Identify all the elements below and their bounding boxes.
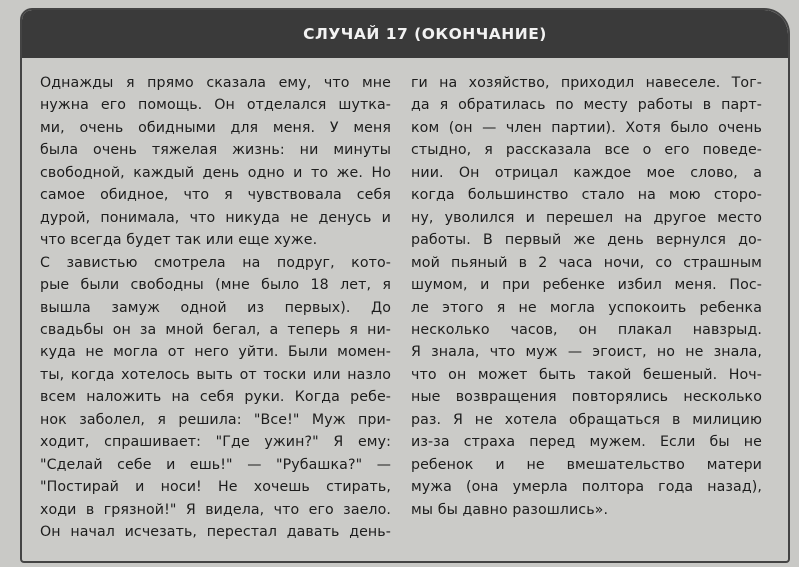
text-line: нок заболел, я решила: "Все!" Муж при- (40, 411, 391, 428)
case-header-bar (22, 10, 788, 58)
text-line: была очень тяжелая жизнь: ни минуты (40, 142, 391, 159)
text-line: из-за страха перед мужем. Если бы не (411, 434, 762, 451)
text-line: всем наложить на себя руки. Когда ребе- (40, 389, 391, 406)
text-line: работы. В первый же день вернулся до- (411, 232, 762, 249)
text-line: ком (он — член партии). Хотя было очень (411, 119, 762, 136)
text-line: что всегда будет так или еще хуже. (40, 232, 318, 249)
text-line: стыдно, я рассказала все о его поведе- (411, 142, 762, 159)
text-line: ты, когда хотелось выть от тоски или назло (40, 366, 391, 383)
right-column (411, 72, 762, 557)
text-line: шумом, и при ребенке избил меня. Пос- (411, 277, 762, 294)
text-line: самое обидное, что я чувствовала себя (40, 187, 391, 204)
text-line: ребенок и не вмешательство матери (411, 456, 762, 473)
text-line: С завистью смотрела на подруг, кото- (40, 254, 391, 271)
text-line: "Сделай себе и ешь!" — "Рубашка?" — (40, 456, 391, 473)
text-line: что он может быть такой бешеный. Ноч- (411, 366, 762, 383)
text-line: нужна его помощь. Он отделался шутка- (40, 97, 391, 114)
text-line: свадьбы он за мной бегал, а теперь я ни- (40, 321, 391, 338)
text-line: дурой, понимала, что никуда не денусь и (40, 209, 391, 226)
text-line: ну, уволился и перешел на другое место (411, 209, 762, 226)
text-line: раз. Я не хотела обращаться в милицию (411, 411, 762, 428)
text-line: свободной, каждый день одно и то же. Но (40, 164, 391, 181)
text-line: мы бы давно разошлись». (411, 501, 609, 518)
text-line: ходи в грязной!" Я видела, что его заело. (40, 501, 391, 518)
text-line: несколько часов, он плакал навзрыд. (411, 321, 762, 338)
case-title: СЛУЧАЙ 17 (ОКОНЧАНИЕ) (303, 25, 547, 43)
text-line: Он начал исчезать, перестал давать день- (40, 524, 391, 541)
text-line: вышла замуж одной из первых). До (40, 299, 391, 316)
text-line: Я знала, что муж — эгоист, но не знала, (411, 344, 762, 361)
text-line: ные возвращения повторялись несколько (411, 389, 762, 406)
text-line: ходит, спрашивает: "Где ужин?" Я ему: (40, 434, 391, 451)
text-line: ги на хозяйство, приходил навеселе. Тог- (411, 75, 762, 91)
text-line: мужа (она умерла полтора года назад), (411, 479, 762, 496)
text-line: рые были свободны (мне было 18 лет, я (40, 277, 391, 294)
text-line: ми, очень обидными для меня. У меня (40, 119, 391, 136)
text-line: "Постирай и носи! Не хочешь стирать, (40, 479, 391, 496)
text-line: Однажды я прямо сказала ему, что мне (40, 75, 391, 91)
text-line: да я обратилась по месту работы в парт- (411, 97, 762, 114)
text-line: куда не могла от него уйти. Были момен- (40, 344, 391, 361)
text-line: нии. Он отрицал каждое мое слово, а (411, 164, 762, 181)
text-line: ле этого я не могла успокоить ребенка (411, 299, 762, 316)
text-line: мой пьяный в 2 часа ночи, со страшным (411, 254, 762, 271)
left-column (40, 72, 391, 557)
text-columns (40, 72, 778, 557)
text-line: когда большинство стало на мою сторо- (411, 187, 762, 204)
case-box (20, 8, 790, 563)
